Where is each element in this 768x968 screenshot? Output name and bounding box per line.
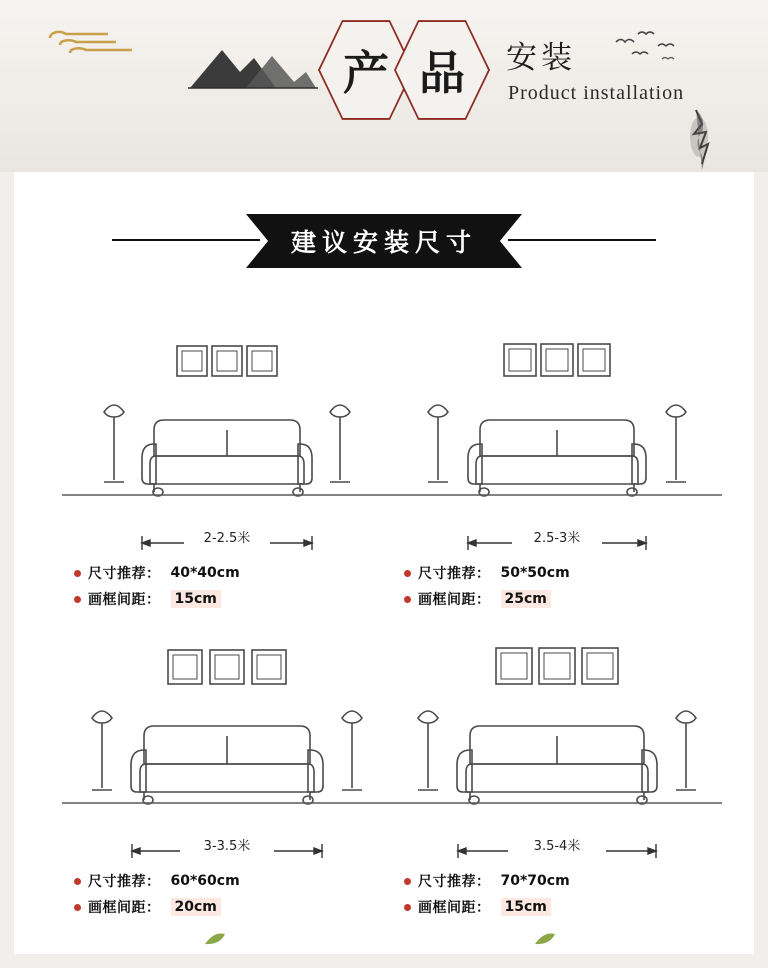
installation-panel [392, 332, 742, 632]
living-room-diagram [62, 640, 392, 836]
spec-row [74, 560, 404, 586]
sofa-width-label: 3.5-4米 [533, 839, 581, 854]
header-subtitle: 安装 [506, 40, 576, 76]
spec-value: 15cm [501, 898, 551, 916]
panel-specs [74, 560, 404, 612]
living-room-diagram [392, 332, 722, 528]
sofa-width-label: 2.5-3米 [533, 531, 581, 546]
spec-value: 70*70cm [500, 873, 570, 889]
panel-specs [404, 868, 734, 920]
page-header [0, 0, 768, 172]
bullet-icon [74, 904, 81, 911]
bullet-icon [74, 596, 81, 603]
spec-row [404, 560, 734, 586]
bullet-icon [404, 878, 411, 885]
panel-specs [74, 868, 404, 920]
spec-value: 20cm [171, 898, 221, 916]
spec-value: 15cm [171, 590, 221, 608]
crane-icon [672, 104, 726, 170]
sofa-width-label: 3-3.5米 [203, 839, 251, 854]
hex-title-group [318, 18, 514, 122]
spec-label: 尺寸推荐： [418, 566, 491, 582]
bullet-icon [404, 596, 411, 603]
sofa-width-label: 2-2.5米 [203, 531, 251, 546]
panel-specs [404, 560, 734, 612]
sofa-width-dimension-line [62, 836, 392, 862]
spec-value: 25cm [501, 590, 551, 608]
installation-panel [62, 332, 412, 632]
sofa-width-dimension-line [392, 836, 722, 862]
living-room-diagram [62, 332, 392, 528]
spec-value: 40*40cm [170, 565, 240, 581]
sofa-width-dimension-line [62, 528, 392, 554]
mountain-icon [188, 34, 318, 90]
spec-row [404, 868, 734, 894]
spec-label: 画框间距： [88, 900, 161, 916]
ribbon-title-text: 建议安装尺寸 [290, 228, 477, 257]
spec-label: 画框间距： [418, 900, 491, 916]
hex-char-1: 产 [343, 46, 389, 100]
footer-strip [0, 954, 768, 968]
ribbon-rule-right [508, 239, 656, 241]
spec-value: 60*60cm [170, 873, 240, 889]
installation-panel [392, 640, 742, 940]
spec-row [74, 894, 404, 920]
spec-row [74, 868, 404, 894]
spec-row [404, 894, 734, 920]
ribbon-rule-left [112, 239, 260, 241]
hex-char-2: 品 [419, 46, 465, 100]
spec-label: 画框间距： [418, 592, 491, 608]
spec-label: 画框间距： [88, 592, 161, 608]
spec-value: 50*50cm [500, 565, 570, 581]
spec-label: 尺寸推荐： [418, 874, 491, 890]
cloud-motif-icon [46, 28, 136, 62]
sofa-width-dimension-line [392, 528, 722, 554]
leaf-icon [204, 932, 226, 946]
section-title-ribbon [14, 208, 754, 272]
birds-icon [612, 30, 682, 64]
living-room-diagram [392, 640, 722, 836]
spec-row [404, 586, 734, 612]
bullet-icon [74, 570, 81, 577]
content-card [14, 172, 754, 954]
bullet-icon [404, 904, 411, 911]
bullet-icon [404, 570, 411, 577]
header-english-title: Product installation [508, 82, 685, 104]
spec-label: 尺寸推荐： [88, 874, 161, 890]
bullet-icon [74, 878, 81, 885]
installation-panel [62, 640, 412, 940]
spec-row [74, 586, 404, 612]
leaf-icon [534, 932, 556, 946]
spec-label: 尺寸推荐： [88, 566, 161, 582]
installation-panels [14, 332, 754, 942]
